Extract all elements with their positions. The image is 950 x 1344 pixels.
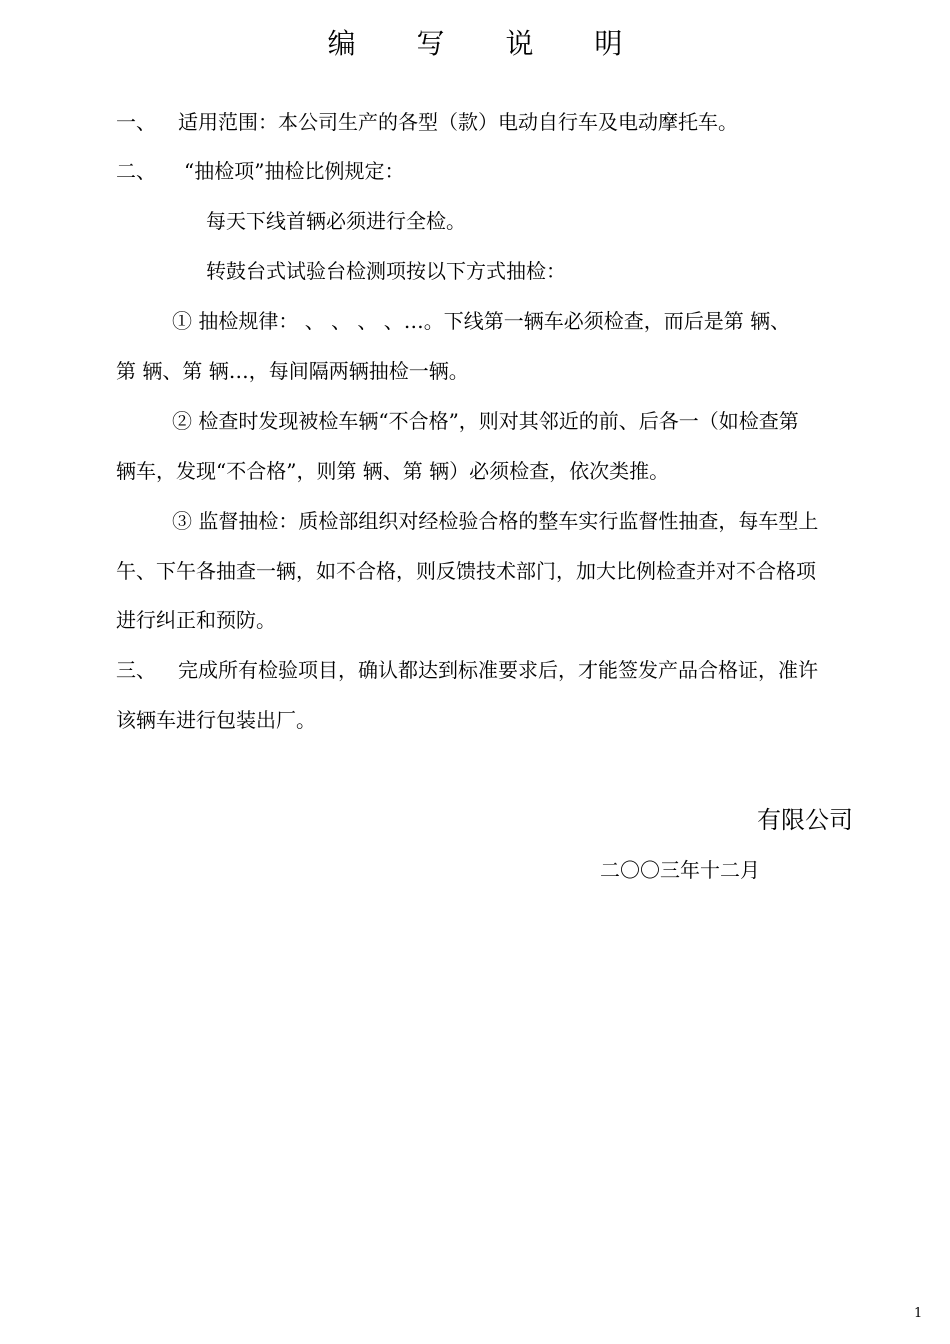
section-3-number: 三、: [116, 658, 156, 682]
section-2-text: “抽检项”抽检比例规定：: [184, 159, 405, 183]
section-3-line-2: 该辆车进行包装出厂。: [116, 708, 316, 732]
section-1: [116, 108, 738, 136]
document-title: 编 写 说 明: [327, 27, 649, 60]
rule-2-line-1: ② 检查时发现被检车辆“不合格”，则对其邻近的前、后各一（如检查第: [172, 409, 799, 433]
rule-2-line-2: 辆车，发现“不合格”，则第 辆、第 辆）必须检查，依次类推。: [116, 459, 670, 483]
rule-3-line-1: ③ 监督抽检：质检部组织对经检验合格的整车实行监督性抽查，每车型上: [172, 509, 819, 533]
section-2-number: 二、: [116, 159, 156, 183]
document-date: 二〇〇三年十二月: [600, 858, 760, 882]
section-3: [116, 656, 818, 684]
section-2-paragraph-2: 转鼓台式试验台检测项按以下方式抽检：: [206, 259, 566, 283]
rule-3-line-2: 午、下午各抽查一辆，如不合格，则反馈技术部门，加大比例检查并对不合格项: [116, 559, 816, 583]
section-2: [116, 157, 404, 185]
section-1-text: 适用范围：本公司生产的各型（款）电动自行车及电动摩托车。: [178, 110, 738, 134]
section-2-paragraph-1: 每天下线首辆必须进行全检。: [206, 209, 466, 233]
rule-1-line-2: 第 辆、第 辆…，每间隔两辆抽检一辆。: [116, 359, 469, 383]
rule-3-line-3: 进行纠正和预防。: [116, 608, 276, 632]
rule-1-line-1: ① 抽检规律： 、 、 、 、…。下线第一辆车必须检查，而后是第 辆、: [172, 309, 791, 333]
section-3-line-1: 完成所有检验项目，确认都达到标准要求后，才能签发产品合格证，准许: [178, 658, 818, 682]
section-1-number: 一、: [116, 110, 156, 134]
company-name: 有限公司: [757, 806, 853, 834]
page-number: 1: [914, 1306, 923, 1321]
